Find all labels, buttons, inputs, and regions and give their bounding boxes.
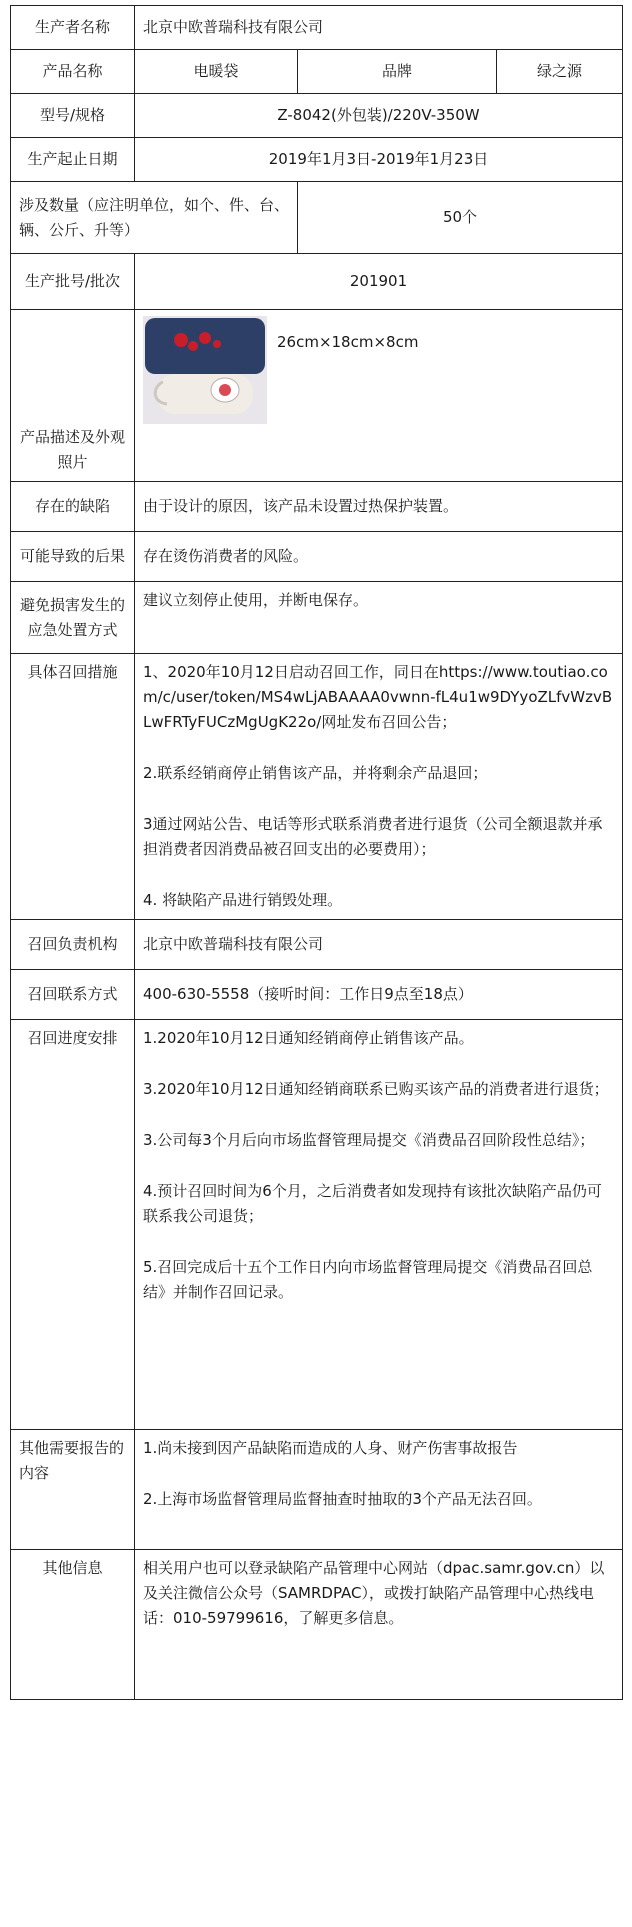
other-report-item: 1.尚未接到因产品缺陷而造成的人身、财产伤害事故报告	[143, 1439, 518, 1457]
contact-label: 召回联系方式	[11, 970, 135, 1020]
agency-value: 北京中欧普瑞科技有限公司	[135, 920, 623, 970]
product-photo	[143, 316, 267, 424]
row-dates	[11, 138, 623, 182]
row-measures	[11, 654, 623, 920]
row-agency	[11, 920, 623, 970]
product-value: 电暖袋	[135, 50, 298, 94]
quantity-value: 50个	[298, 182, 623, 254]
consequence-value: 存在烫伤消费者的风险。	[135, 532, 623, 582]
recall-info-table	[10, 5, 623, 1700]
row-product	[11, 50, 623, 94]
model-value: Z-8042(外包装)/220V-350W	[135, 94, 623, 138]
defect-label: 存在的缺陷	[11, 482, 135, 532]
schedule-item: 3.公司每3个月后向市场监督管理局提交《消费品召回阶段性总结》；	[143, 1131, 595, 1149]
other-report-item: 2.上海市场监督管理局监督抽查时抽取的3个产品无法召回。	[143, 1490, 542, 1508]
producer-label: 生产者名称	[11, 6, 135, 50]
dates-value: 2019年1月3日-2019年1月23日	[135, 138, 623, 182]
schedule-item: 4.预计召回时间为6个月，之后消费者如发现持有该批次缺陷产品仍可联系我公司退货；	[143, 1182, 602, 1225]
brand-label: 品牌	[298, 50, 497, 94]
row-batch	[11, 254, 623, 310]
row-producer	[11, 6, 623, 50]
row-defect	[11, 482, 623, 532]
description-label: 产品描述及外观照片	[11, 310, 135, 482]
row-quantity	[11, 182, 623, 254]
batch-label: 生产批号/批次	[11, 254, 135, 310]
schedule-label: 召回进度安排	[11, 1020, 135, 1430]
dimensions-text: 26cm×18cm×8cm	[277, 333, 419, 351]
other-info-label: 其他信息	[11, 1550, 135, 1700]
row-emergency	[11, 582, 623, 654]
defect-value: 由于设计的原因，该产品未设置过热保护装置。	[135, 482, 623, 532]
product-label: 产品名称	[11, 50, 135, 94]
row-consequence	[11, 532, 623, 582]
dates-label: 生产起止日期	[11, 138, 135, 182]
consequence-label: 可能导致的后果	[11, 532, 135, 582]
row-model	[11, 94, 623, 138]
schedule-cell	[135, 1020, 623, 1430]
other-report-cell	[135, 1430, 623, 1550]
row-other-info	[11, 1550, 623, 1700]
measures-item: 1、2020年10月12日启动召回工作，同日在https://www.toutiao.com/c/user/token/MS4wLjABAAAA0vwnn-fL4u1w9DYyoZLfvWzvBLwFRTyFUCzMgUgK22o/网址发布召回公告；	[143, 663, 613, 731]
contact-value: 400-630-5558（接听时间：工作日9点至18点）	[135, 970, 623, 1020]
emergency-label: 避免损害发生的应急处置方式	[11, 582, 135, 654]
brand-value: 绿之源	[497, 50, 623, 94]
agency-label: 召回负责机构	[11, 920, 135, 970]
schedule-item: 3.2020年10月12日通知经销商联系已购买该产品的消费者进行退货；	[143, 1080, 609, 1098]
measures-item: 3通过网站公告、电话等形式联系消费者进行退货（公司全额退款并承担消费者因消费品被召回支出的必要费用）；	[143, 815, 603, 858]
other-report-label: 其他需要报告的内容	[11, 1430, 135, 1550]
measures-cell	[135, 654, 623, 920]
row-contact	[11, 970, 623, 1020]
other-info-value: 相关用户也可以登录缺陷产品管理中心网站（dpac.samr.gov.cn）以及关注微信公众号（SAMRDPAC），或拨打缺陷产品管理中心热线电话：010-59799616，了解更多信息。	[135, 1550, 623, 1700]
measures-label: 具体召回措施	[11, 654, 135, 920]
row-description	[11, 310, 623, 482]
schedule-item: 5.召回完成后十五个工作日内向市场监督管理局提交《消费品召回总结》并制作召回记录。	[143, 1258, 593, 1301]
schedule-item: 1.2020年10月12日通知经销商停止销售该产品。	[143, 1029, 474, 1047]
measures-item: 4. 将缺陷产品进行销毁处理。	[143, 891, 343, 909]
producer-value: 北京中欧普瑞科技有限公司	[135, 6, 623, 50]
batch-value: 201901	[135, 254, 623, 310]
row-other-report	[11, 1430, 623, 1550]
description-cell	[135, 310, 623, 482]
model-label: 型号/规格	[11, 94, 135, 138]
quantity-label: 涉及数量（应注明单位，如个、件、台、辆、公斤、升等）	[11, 182, 298, 254]
measures-item: 2.联系经销商停止销售该产品，并将剩余产品退回；	[143, 764, 488, 782]
emergency-value: 建议立刻停止使用，并断电保存。	[135, 582, 623, 654]
row-schedule	[11, 1020, 623, 1430]
